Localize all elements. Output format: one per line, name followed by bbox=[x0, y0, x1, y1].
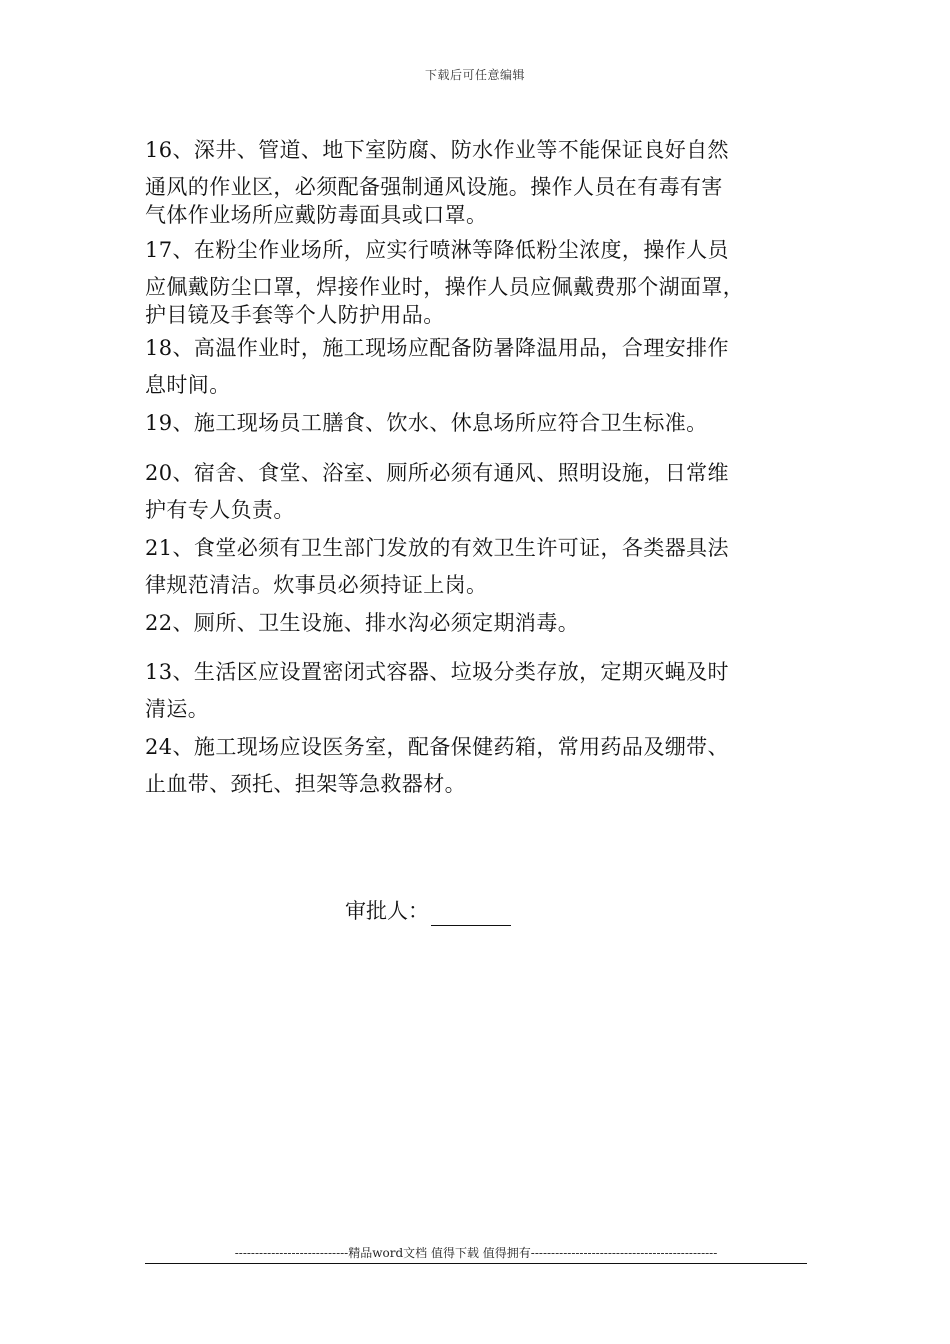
approver-signature bbox=[345, 896, 511, 926]
paragraph-line: 20、宿舍、食堂、浴室、厕所必须有通风、照明设施，日常维 bbox=[145, 461, 729, 485]
page-header: 下载后可任意编辑 bbox=[424, 68, 525, 82]
approver-label: 审批人： bbox=[345, 899, 429, 923]
paragraph-line: 护目镜及手套等个人防护用品。 bbox=[145, 303, 445, 327]
paragraph-line: 护有专人负责。 bbox=[145, 498, 295, 522]
paragraph-line: 22、厕所、卫生设施、排水沟必须定期消毒。 bbox=[145, 611, 580, 635]
paragraph-line: 息时间。 bbox=[145, 373, 231, 397]
paragraph-line: 19、施工现场员工膳食、饮水、休息场所应符合卫生标准。 bbox=[145, 411, 708, 435]
paragraph-line: 24、施工现场应设医务室，配备保健药箱，常用药品及绷带、 bbox=[145, 735, 729, 759]
paragraph-line: 17、在粉尘作业场所，应实行喷淋等降低粉尘浓度，操作人员 bbox=[145, 238, 729, 262]
paragraph-line: 清运。 bbox=[145, 697, 210, 721]
paragraph-item-19 bbox=[145, 405, 810, 442]
paragraph-line: 21、食堂必须有卫生部门发放的有效卫生许可证，各类器具法 bbox=[145, 536, 729, 560]
paragraph-line: 通风的作业区，必须配备强制通风设施。操作人员在有毒有害 bbox=[145, 175, 723, 199]
paragraph-item-18 bbox=[145, 330, 810, 404]
paragraph-line: 气体作业场所应戴防毒面具或口罩。 bbox=[145, 203, 488, 227]
page-footer: ----------------------------精品word文档 值得下载 值得拥有---------------------------------------------- bbox=[234, 1246, 718, 1260]
paragraph-item-17 bbox=[145, 232, 810, 330]
footer-divider bbox=[145, 1263, 807, 1264]
paragraph-line: 应佩戴防尘口罩，焊接作业时，操作人员应佩戴费那个湖面罩， bbox=[145, 275, 745, 299]
paragraph-item-13 bbox=[145, 654, 810, 728]
paragraph-item-24 bbox=[145, 729, 810, 803]
paragraph-item-21 bbox=[145, 530, 810, 604]
paragraph-item-20 bbox=[145, 455, 810, 529]
signature-blank-line bbox=[431, 903, 511, 926]
paragraph-line: 18、高温作业时，施工现场应配备防暑降温用品，合理安排作 bbox=[145, 336, 729, 360]
paragraph-item-16 bbox=[145, 132, 810, 230]
paragraph-line: 律规范清洁。炊事员必须持证上岗。 bbox=[145, 573, 488, 597]
paragraph-line: 止血带、颈托、担架等急救器材。 bbox=[145, 772, 466, 796]
paragraph-line: 13、生活区应设置密闭式容器、垃圾分类存放，定期灭蝇及时 bbox=[145, 660, 729, 684]
paragraph-line: 16、深井、管道、地下室防腐、防水作业等不能保证良好自然 bbox=[145, 138, 729, 162]
paragraph-item-22 bbox=[145, 605, 810, 642]
